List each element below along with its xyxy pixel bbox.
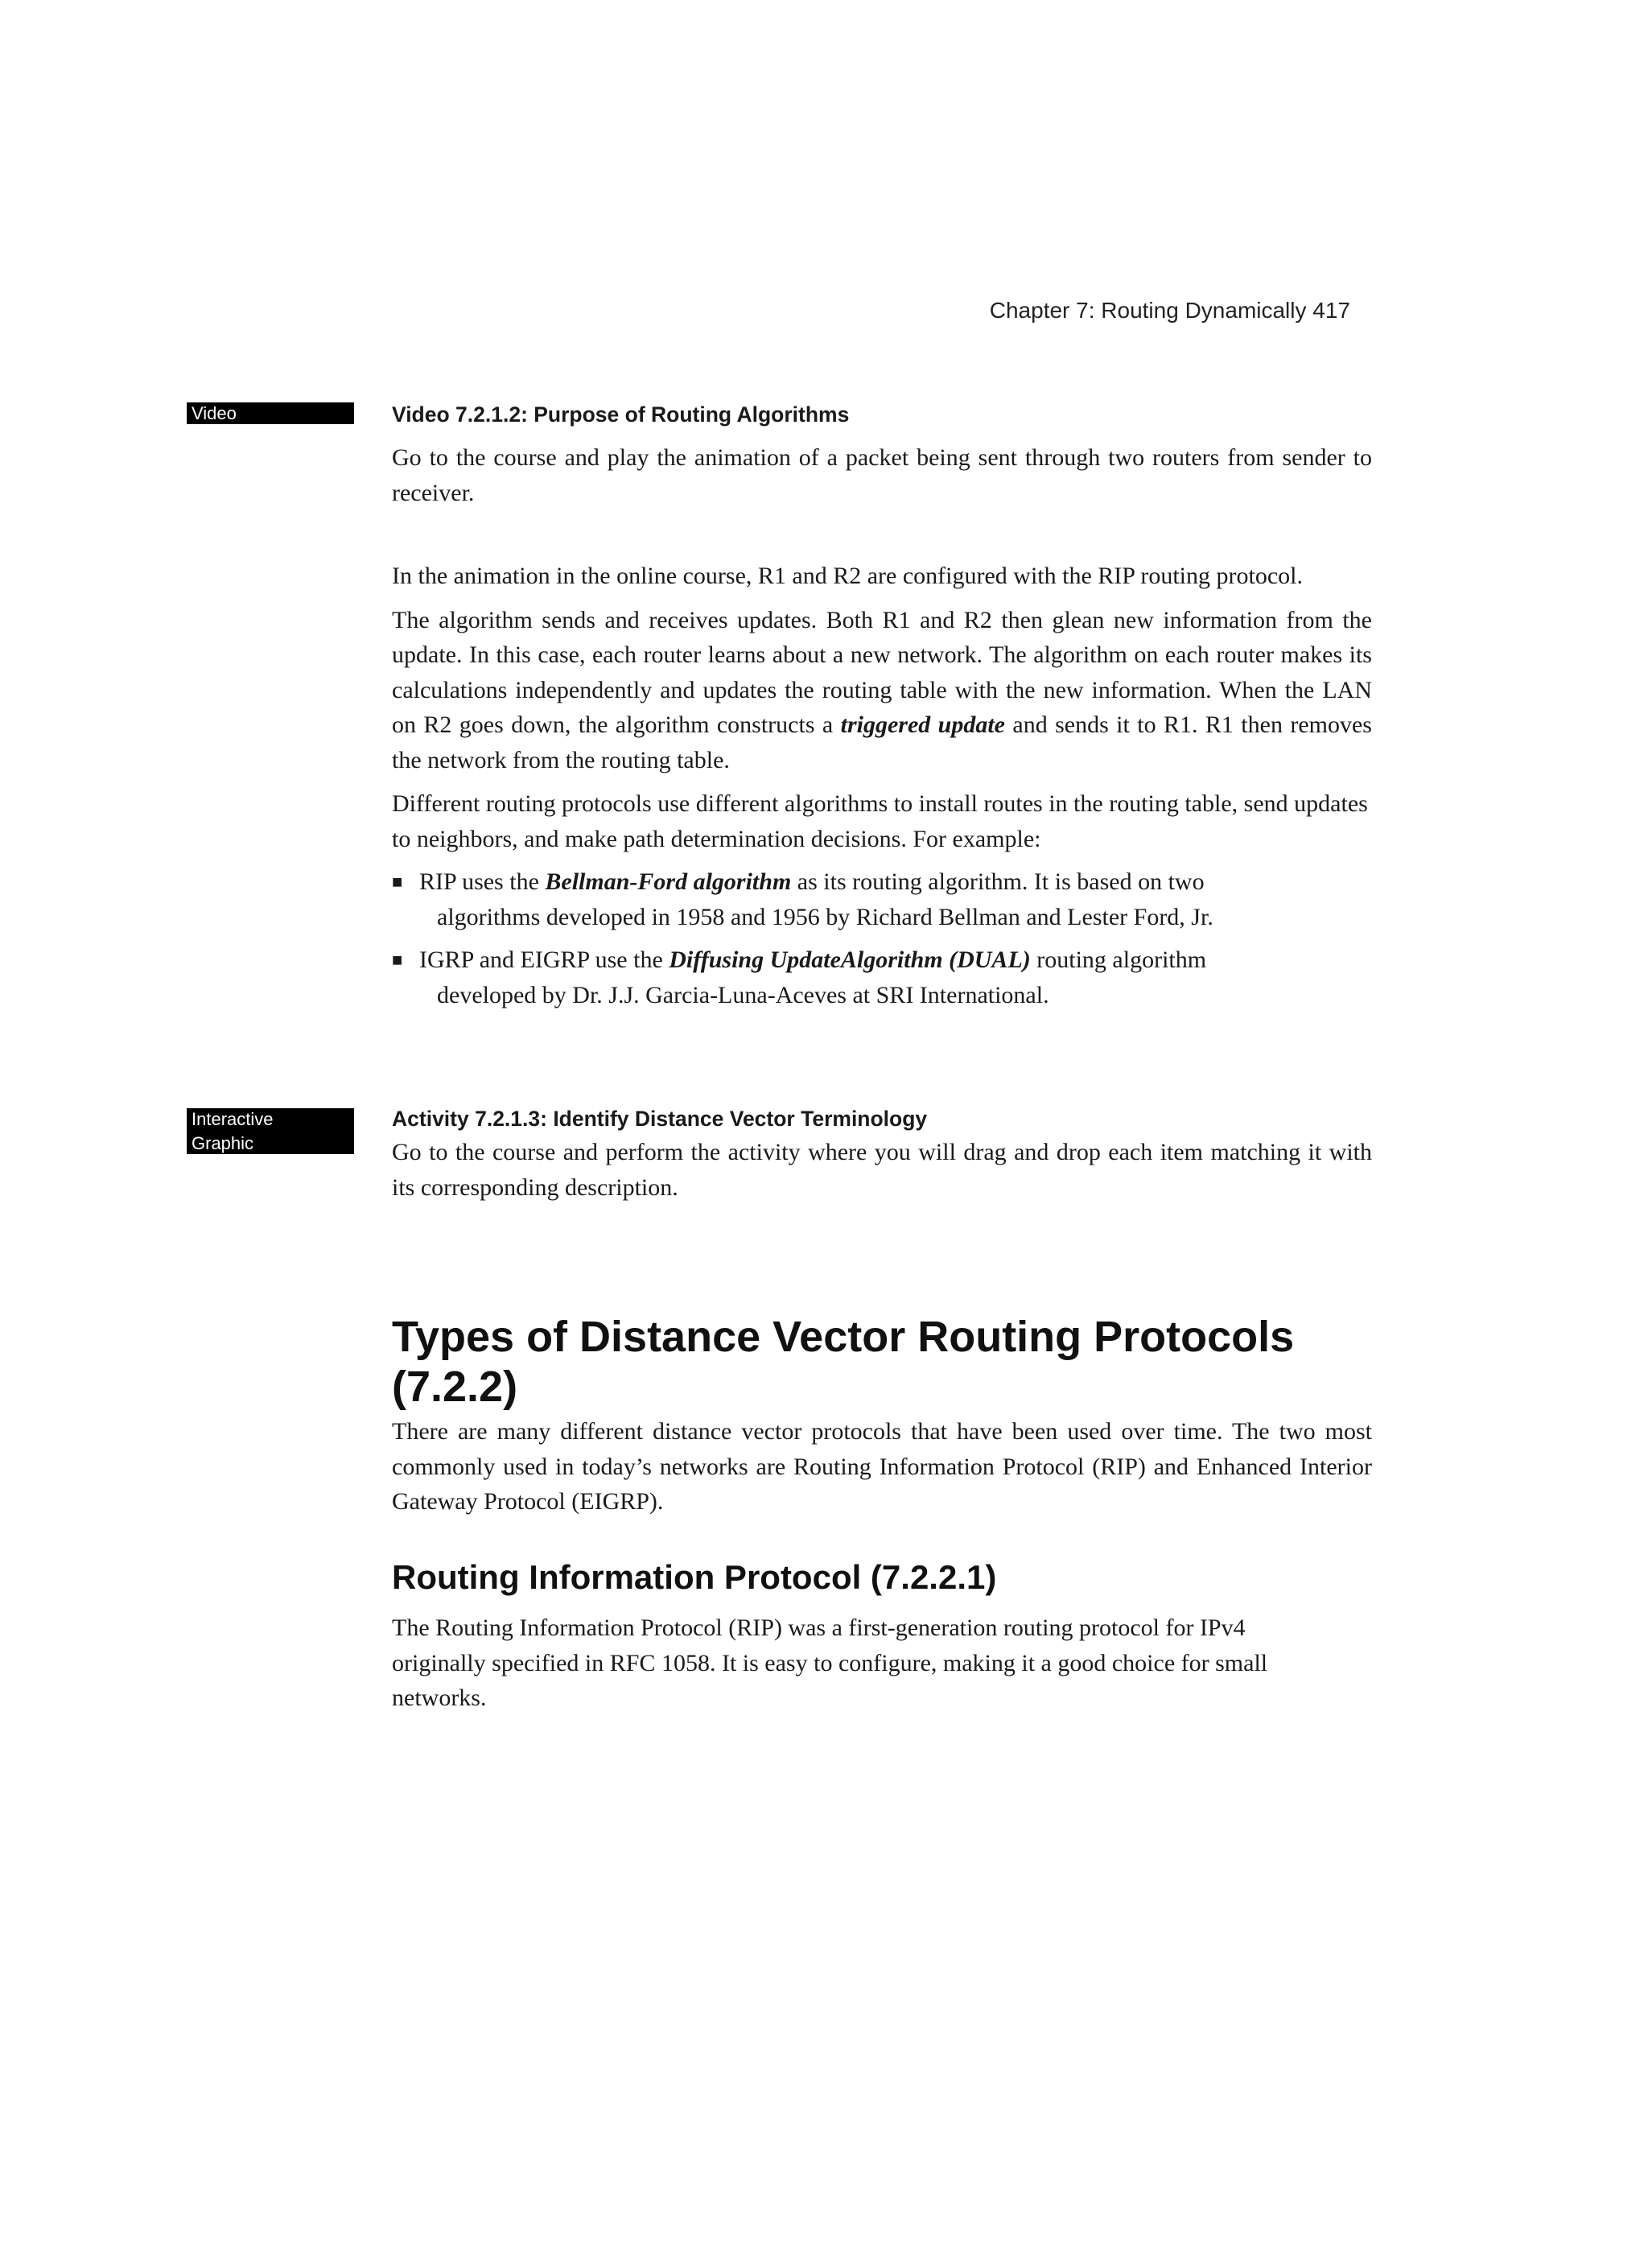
bullet-square-icon: ■ — [392, 950, 403, 970]
video-para-2: The algorithm sends and receives updates. Both R1 and R2 then glean new information from the update. In this case, each router learns about a new network. The algorithm on each router makes its calculations independently and updates the routing table with the new information. When the LAN on R2 goes down, the algorithm constructs a triggered update and sends it to R1. R1 then removes the network from the routing table. — [392, 606, 1372, 773]
rip-section — [392, 1557, 1372, 1716]
video-section — [392, 402, 1372, 1012]
interactive-graphic-tag — [187, 1108, 354, 1154]
video-intro: Go to the course and play the animation of a packet being sent through two routers from sender to receiver. — [392, 444, 1372, 506]
running-header: Chapter 7: Routing Dynamically 417 — [989, 298, 1350, 323]
types-heading: Types of Distance Vector Routing Protocols (7.2.2) — [392, 1313, 1295, 1411]
types-section — [392, 1312, 1372, 1520]
term-bellman-ford: Bellman-Ford algorithm — [545, 868, 792, 895]
interactive-tag-line2: Graphic — [192, 1133, 254, 1153]
rip-heading: Routing Information Protocol (7.2.2.1) — [392, 1558, 997, 1596]
term-dual: Diffusing UpdateAlgorithm (DUAL) — [669, 946, 1031, 973]
video-tag-label: Video — [192, 403, 237, 423]
video-tag — [187, 402, 354, 424]
interactive-tag-line1: Interactive — [192, 1109, 274, 1129]
types-text: There are many different distance vector protocols that have been used over time. The two most commonly used in today’s networks are Routing Information Protocol (RIP) and Enhanced Interior Gateway Protocol (EIGRP). — [392, 1418, 1372, 1515]
list-item: ■ IGRP and EIGRP use the Diffusing UpdateAlgorithm (DUAL) routing algorithm developed by Dr. J.J. Garcia-Luna-Aceves at SRI International. — [392, 942, 1372, 1012]
bullet-square-icon: ■ — [392, 872, 403, 892]
activity-section — [392, 1107, 1372, 1205]
term-triggered-update: triggered update — [840, 711, 1005, 738]
video-title: Video 7.2.1.2: Purpose of Routing Algorithms — [392, 402, 850, 427]
activity-text: Go to the course and perform the activity where you will drag and drop each item matching it with its corresponding description. — [392, 1139, 1372, 1201]
rip-text: The Routing Information Protocol (RIP) was a first-generation routing protocol for IPv4 originally specified in RFC 1058. It is easy to configure, making it a good choice for small networks. — [392, 1614, 1268, 1711]
list-item: ■ RIP uses the Bellman-Ford algorithm as its routing algorithm. It is based on two algorithms developed in 1958 and 1956 by Richard Bellman and Lester Ford, Jr. — [392, 864, 1372, 934]
activity-title: Activity 7.2.1.3: Identify Distance Vector Terminology — [392, 1107, 928, 1131]
video-para-1: In the animation in the online course, R1 and R2 are configured with the RIP routing protocol. — [392, 563, 1303, 589]
algorithm-list — [392, 864, 1372, 1012]
video-para-3: Different routing protocols use different algorithms to install routes in the routing table, send updates to neighbors, and make path determination decisions. For example: — [392, 790, 1368, 852]
